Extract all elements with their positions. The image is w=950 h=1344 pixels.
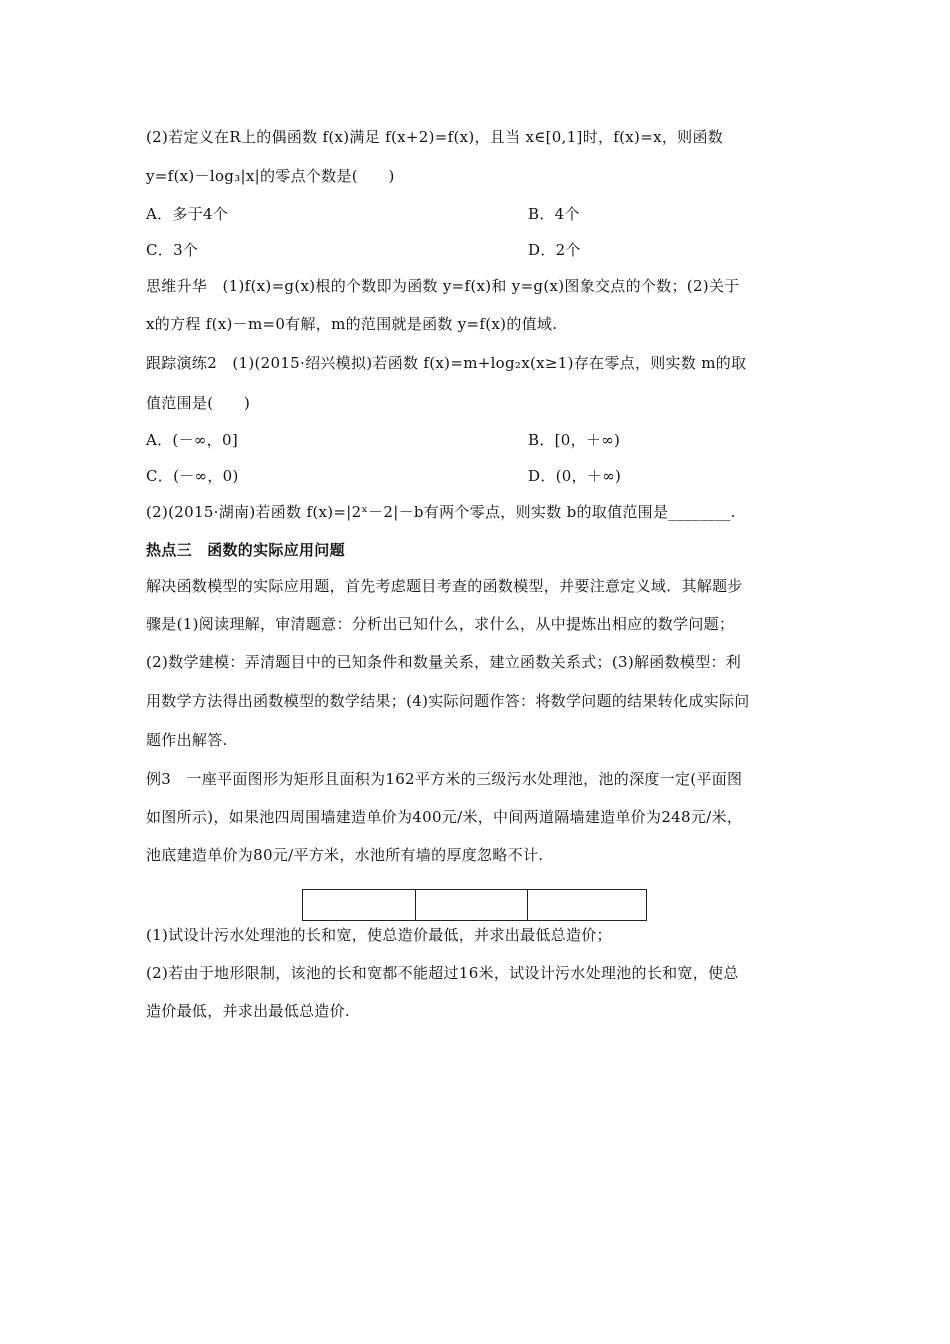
problem2-options-cd bbox=[146, 239, 816, 261]
thinking-line2: x的方程 f(x)－m=0有解，m的范围就是函数 y=f(x)的值域. bbox=[146, 315, 558, 333]
partition-wall-1 bbox=[415, 890, 416, 920]
option-d: D．(0，＋∞) bbox=[528, 467, 622, 485]
option-a: A．(－∞，0] bbox=[146, 431, 238, 449]
example3-question2-line2: 造价最低，并求出最低总造价. bbox=[146, 1002, 350, 1020]
section-paragraph-line5: 题作出解答. bbox=[146, 731, 228, 749]
exercise2-options-ab bbox=[146, 429, 816, 451]
exercise2-line2: 值范围是( ) bbox=[146, 394, 251, 412]
problem2-line2: y=f(x)－log₃|x|的零点个数是( ) bbox=[146, 167, 395, 185]
section-paragraph-line4: 用数学方法得出函数模型的数学结果；(4)实际问题作答：将数学问题的结果转化成实际问 bbox=[146, 692, 750, 710]
section-paragraph-line3: (2)数学建模：弄清题目中的已知条件和数量关系，建立函数关系式；(3)解函数模型：利 bbox=[146, 653, 742, 671]
example3-line1: 例3 一座平面图形为矩形且面积为162平方米的三级污水处理池，池的深度一定(平面图 bbox=[146, 770, 743, 788]
thinking-line1: 思维升华 (1)f(x)=g(x)根的个数即为函数 y=f(x)和 y=g(x)图象交点的个数；(2)关于 bbox=[146, 277, 740, 295]
example3-line3: 池底建造单价为80元/平方米，水池所有墙的厚度忽略不计. bbox=[146, 846, 544, 864]
section-paragraph-line2: 骤是(1)阅读理解，审清题意：分析出已知什么，求什么，从中提炼出相应的数学问题； bbox=[146, 615, 735, 633]
example3-line2: 如图所示)，如果池四周围墙建造单价为400元/米，中间两道隔墙建造单价为248元/米， bbox=[146, 808, 743, 826]
option-a: A．多于4个 bbox=[146, 205, 229, 223]
problem2-line1: (2)若定义在R上的偶函数 f(x)满足 f(x+2)=f(x)，且当 x∈[0,1]时，f(x)=x，则函数 bbox=[146, 128, 724, 146]
section-title: 热点三 函数的实际应用问题 bbox=[146, 541, 345, 559]
option-c: C．3个 bbox=[146, 241, 199, 259]
option-c: C．(－∞，0) bbox=[146, 467, 239, 485]
pool-plan-diagram bbox=[302, 889, 647, 921]
section-paragraph-line1: 解决函数模型的实际应用题，首先考虑题目考查的函数模型，并要注意定义域．其解题步 bbox=[146, 577, 743, 595]
partition-wall-2 bbox=[527, 890, 528, 920]
example3-question1: (1)试设计污水处理池的长和宽，使总造价最低，并求出最低总造价； bbox=[146, 926, 612, 944]
exercise2-options-cd bbox=[146, 465, 816, 487]
option-d: D．2个 bbox=[528, 241, 581, 259]
exercise2-part2: (2)(2015·湖南)若函数 f(x)=|2ˣ－2|－b有两个零点，则实数 b的取值范围是________. bbox=[146, 503, 736, 521]
example3-question2-line1: (2)若由于地形限制，该池的长和宽都不能超过16米，试设计污水处理池的长和宽，使总 bbox=[146, 964, 739, 982]
problem2-options-ab bbox=[146, 203, 816, 225]
option-b: B．4个 bbox=[528, 205, 580, 223]
exercise2-line1: 跟踪演练2 (1)(2015·绍兴模拟)若函数 f(x)=m+log₂x(x≥1)存在零点，则实数 m的取 bbox=[146, 354, 747, 372]
option-b: B．[0，＋∞) bbox=[528, 431, 621, 449]
